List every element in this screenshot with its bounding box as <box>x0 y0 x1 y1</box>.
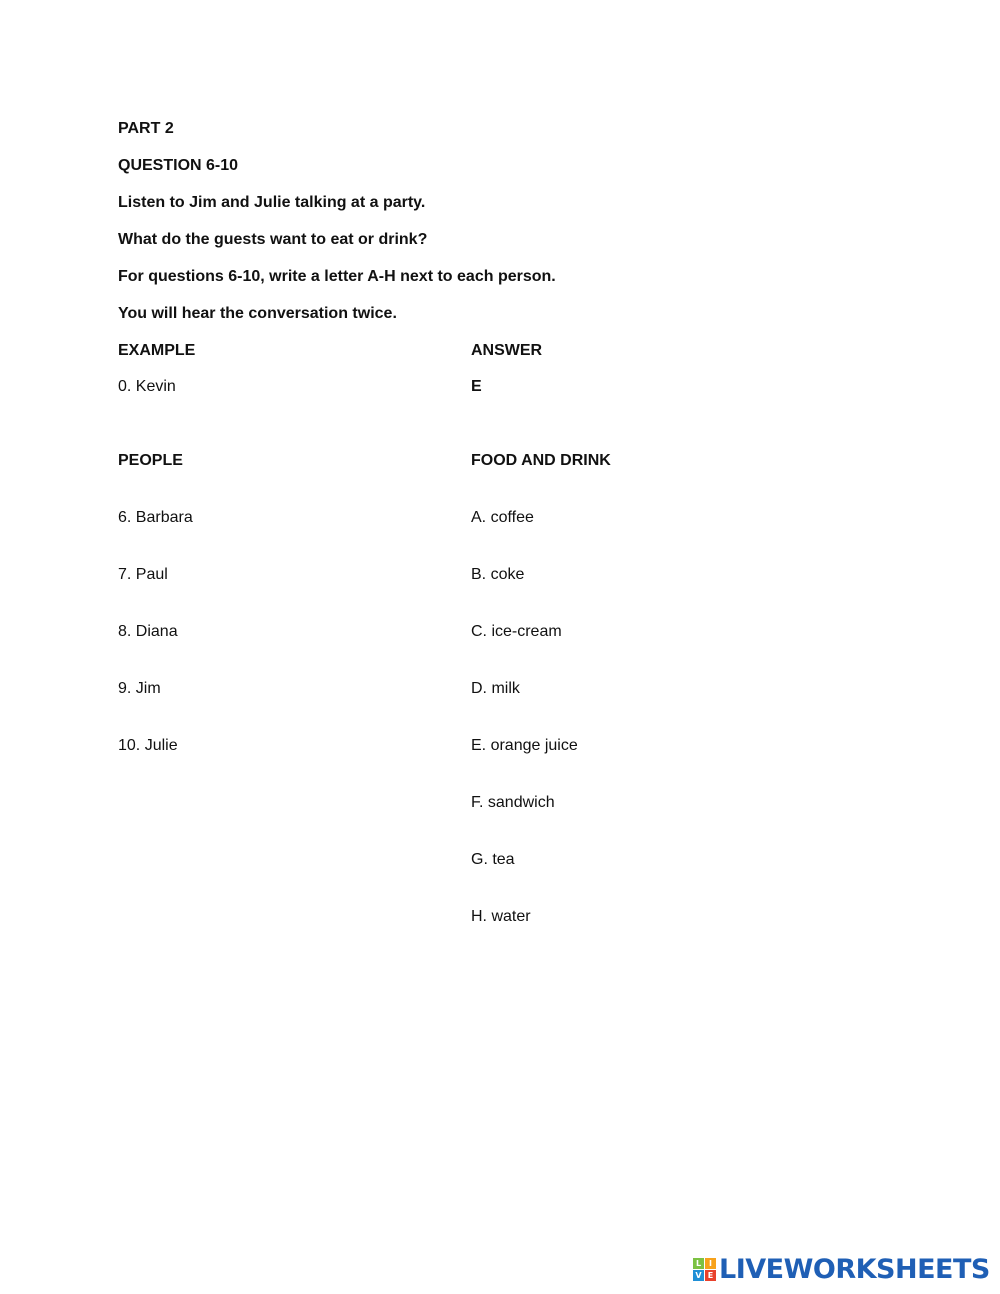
logo-icon <box>693 1258 716 1281</box>
food-item: F. sandwich <box>471 794 555 811</box>
food-item: A. coffee <box>471 509 534 526</box>
part-title: PART 2 <box>118 120 174 137</box>
food-item: C. ice-cream <box>471 623 562 640</box>
logo-square: I <box>705 1258 716 1269</box>
food-item: E. orange juice <box>471 737 578 754</box>
liveworksheets-logo <box>693 1254 990 1284</box>
person-item: 7. Paul <box>118 566 168 583</box>
logo-text: LIVEWORKSHEETS <box>719 1253 990 1285</box>
food-header: FOOD AND DRINK <box>471 452 611 469</box>
example-label: EXAMPLE <box>118 342 196 359</box>
person-item: 10. Julie <box>118 737 178 754</box>
logo-square: V <box>693 1270 704 1281</box>
food-item: G. tea <box>471 851 515 868</box>
instruction-line: Listen to Jim and Julie talking at a party. <box>118 194 426 211</box>
food-item: H. water <box>471 908 531 925</box>
logo-square: E <box>705 1270 716 1281</box>
food-item: B. coke <box>471 566 525 583</box>
example-person: 0. Kevin <box>118 378 176 395</box>
instruction-line: What do the guests want to eat or drink? <box>118 231 428 248</box>
answer-label: ANSWER <box>471 342 543 359</box>
example-answer: E <box>471 378 482 395</box>
instruction-line: You will hear the conversation twice. <box>118 305 397 322</box>
question-title: QUESTION 6-10 <box>118 157 239 174</box>
food-item: D. milk <box>471 680 520 697</box>
instruction-line: For questions 6-10, write a letter A-H next to each person. <box>118 268 556 285</box>
person-item: 8. Diana <box>118 623 178 640</box>
person-item: 9. Jim <box>118 680 161 697</box>
person-item: 6. Barbara <box>118 509 193 526</box>
people-header: PEOPLE <box>118 452 183 469</box>
logo-square: L <box>693 1258 704 1269</box>
